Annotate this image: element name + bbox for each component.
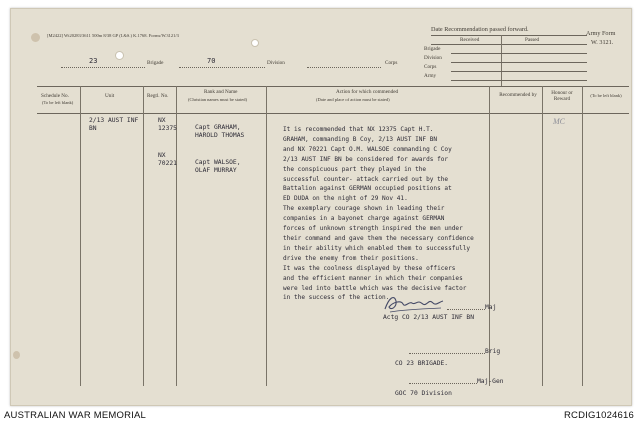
date-rule (451, 62, 587, 63)
date-title: Date Recommendation passed forward. (431, 26, 529, 33)
col-blank-label: (To be left blank) (590, 93, 622, 98)
col-honour-label: Honour or Reward (551, 90, 573, 102)
form-name: Army Form (586, 30, 616, 37)
unit-text: 2/13 AUST INF BN (89, 117, 139, 132)
sig-2-title: CO 23 BRIGADE. (395, 360, 449, 367)
action-line: It is recommended that NX 12375 Capt H.T. (283, 126, 434, 133)
soldier-2-number (158, 152, 177, 168)
action-line: GRAHAM, commanding B Coy, 2/13 AUST INF BN (283, 135, 438, 143)
unit-value (89, 117, 139, 133)
brigade-number: 23 (89, 57, 98, 65)
table-top-border (37, 86, 629, 87)
printer-line: [M2422] Wt20283/3611 500m 8/38 GP (I.&S.) K.1768. Forms/W.3121/3 (47, 33, 179, 38)
soldier-2-number-text: NX 70221 (158, 152, 177, 167)
sig-3-title: GOC 70 Division (395, 390, 452, 397)
col-line (80, 86, 81, 386)
date-rule (451, 80, 587, 81)
action-line: in the success of the action. (283, 294, 390, 302)
table-header-border (37, 113, 629, 114)
signature-dotline (409, 353, 485, 354)
corps-dotline (307, 67, 381, 68)
date-row-army: Army (424, 73, 437, 79)
division-label: Division (267, 60, 285, 66)
division-number: 70 (207, 57, 216, 65)
action-line: their command and gave them the necessary confidence (283, 234, 474, 242)
action-line: It was the coolness displayed by these officers (283, 264, 456, 272)
col-regtl-header: Regtl. No. (147, 93, 169, 99)
action-text-block (283, 125, 533, 303)
source-caption: AUSTRALIAN WAR MEMORIAL (4, 410, 147, 421)
col-unit-header: Unit (105, 93, 115, 99)
col-blank-header (587, 93, 625, 99)
handwritten-signature (381, 292, 451, 314)
col-schedule-note: (To be left blank) (42, 100, 74, 105)
date-rule (451, 53, 587, 54)
soldier-1-number-text: NX 12375 (158, 117, 177, 132)
col-line (266, 86, 267, 386)
signature-dotline (409, 383, 477, 384)
col-rank-name-note: (Christian names must be stated) (188, 97, 247, 102)
document-sheet (10, 8, 632, 406)
division-dotline (179, 67, 265, 68)
sig-1-rank: Maj (485, 304, 497, 311)
action-line: were led into battle which was the decisive factor (283, 284, 467, 292)
col-schedule-header: Schedule No. (41, 93, 69, 99)
col-action-header: Action for which commended (336, 89, 399, 95)
action-line: Battalion against GERMAN occupied positions at (283, 185, 452, 193)
date-row-corps: Corps (424, 64, 437, 70)
honour-note: MC (553, 117, 565, 126)
date-table-top (431, 35, 587, 36)
col-recommended-header (498, 92, 538, 98)
corps-label: Corps (385, 60, 398, 66)
action-line: forces of unknown strength inspired the men under (283, 225, 463, 233)
punch-hole (251, 39, 259, 47)
col-line (542, 86, 543, 386)
form-number: W. 3121. (591, 39, 614, 46)
stain-mark (31, 33, 40, 42)
action-line: companies in a bayonet charge against GERMAN (283, 215, 445, 223)
soldier-2-name-line2: OLAF MURRAY (195, 167, 237, 174)
punch-hole (115, 51, 124, 60)
passed-label: Passed (525, 37, 540, 43)
date-table-headline (431, 44, 587, 45)
col-rank-name-header: Rank and Name (204, 89, 238, 95)
action-line: successful counter- attack carried out by the (283, 175, 449, 183)
action-line: and NX 70221 Capt O.M. WALSOE commanding C Coy (283, 145, 452, 153)
action-line: drive the enemy from their positions. (283, 254, 419, 262)
action-line: ED DUDA on the night of 29 Nov 41. (283, 195, 408, 203)
item-id: RCDIG1024616 (564, 410, 634, 421)
action-line: The exemplary courage shown in leading their (283, 205, 445, 213)
received-label: Received (460, 37, 480, 43)
sig-2-rank: Brig (485, 348, 501, 355)
soldier-2-name-line1: Capt WALSOE, (195, 159, 241, 166)
soldier-1-name-line1: Capt GRAHAM, (195, 124, 241, 131)
sig-3-rank: Maj-Gen (477, 378, 504, 385)
soldier-1-name-line2: HAROLD THOMAS (195, 132, 245, 139)
action-line: the conspicuous part they played in the (283, 165, 427, 173)
stain-mark (13, 351, 20, 359)
action-line: in their ability which enabled them to successfully (283, 244, 471, 252)
brigade-dotline (61, 67, 145, 68)
date-row-division: Division (424, 55, 442, 61)
col-action-note: (Date and place of action must be stated) (316, 97, 390, 102)
col-line (143, 86, 144, 386)
signature-dotline (447, 309, 485, 310)
action-line: 2/13 AUST INF BN be considered for awards for (283, 155, 449, 163)
date-row-brigade: Brigade (424, 46, 441, 52)
date-rule (451, 71, 587, 72)
action-line: and the efficient manner in which their companies (283, 274, 463, 282)
col-recommended-label: Recommended by (499, 92, 537, 98)
col-line (582, 86, 583, 386)
col-honour-header (546, 90, 578, 102)
sig-1-title: Actg CO 2/13 AUST INF BN (383, 314, 474, 321)
brigade-label: Brigade (147, 60, 164, 66)
soldier-1-number (158, 117, 177, 133)
